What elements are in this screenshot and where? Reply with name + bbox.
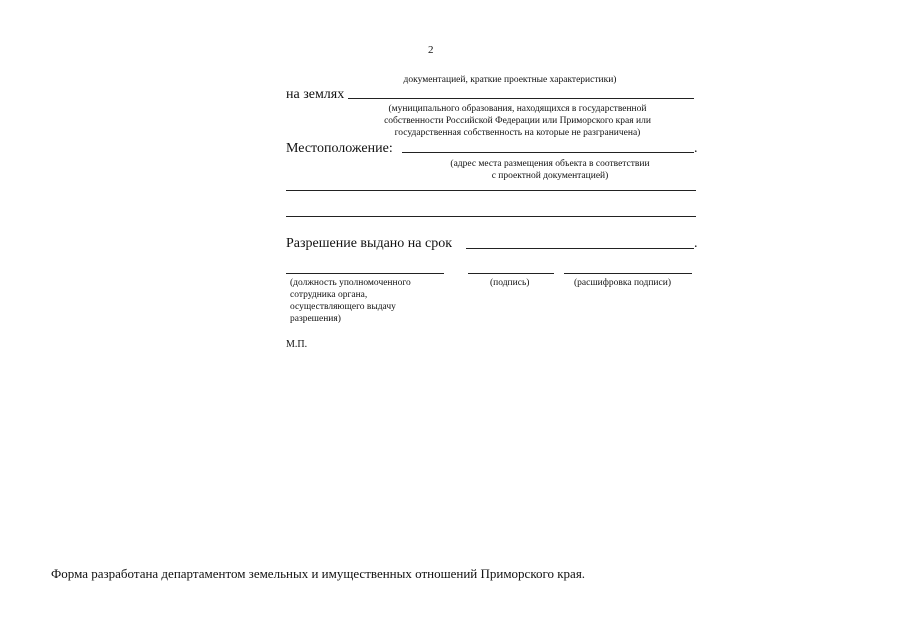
- term-fill-line[interactable]: [466, 248, 694, 249]
- footer-note: Форма разработана департаментом земельных и имущественных отношений Приморского края.: [51, 566, 586, 581]
- signature-caption: (подпись): [490, 278, 530, 288]
- lands-hint-line: (муниципального образования, находящихся в государственной: [388, 104, 647, 114]
- doc-hint-top: документацией, краткие проектные характеристики): [403, 75, 617, 85]
- lands-fill-line[interactable]: [348, 98, 694, 99]
- signature-line[interactable]: [468, 273, 554, 274]
- decoding-line[interactable]: [564, 273, 692, 274]
- location-label: Местоположение:: [286, 141, 393, 156]
- location-hint-line: с проектной документацией): [491, 171, 609, 181]
- position-caption-line: разрешения): [290, 314, 341, 324]
- lands-hint: [360, 103, 675, 139]
- stamp-label: М.П.: [286, 339, 308, 350]
- position-caption-line: осуществляющего выдачу: [290, 302, 396, 312]
- position-line[interactable]: [286, 273, 444, 274]
- location-end-mark: .: [694, 141, 698, 156]
- page-number: 2: [428, 44, 434, 56]
- location-hint: [420, 158, 680, 182]
- lands-label: на землях: [286, 87, 345, 102]
- position-caption-line: сотрудника органа,: [290, 290, 368, 300]
- location-hint-line: (адрес места размещения объекта в соответствии: [450, 159, 650, 169]
- term-label: Разрешение выдано на срок: [286, 236, 453, 251]
- lands-hint-line: государственная собственность на которые не разграничена): [394, 128, 641, 138]
- location-fill-line[interactable]: [402, 152, 694, 153]
- location-extra-line-2[interactable]: [286, 216, 696, 217]
- position-caption-line: (должность уполномоченного: [290, 278, 411, 288]
- position-caption: [290, 277, 450, 325]
- decoding-caption: (расшифровка подписи): [574, 278, 671, 288]
- lands-hint-line: собственности Российской Федерации или Приморского края или: [384, 116, 651, 126]
- location-extra-line-1[interactable]: [286, 190, 696, 191]
- term-end-mark: .: [694, 236, 698, 251]
